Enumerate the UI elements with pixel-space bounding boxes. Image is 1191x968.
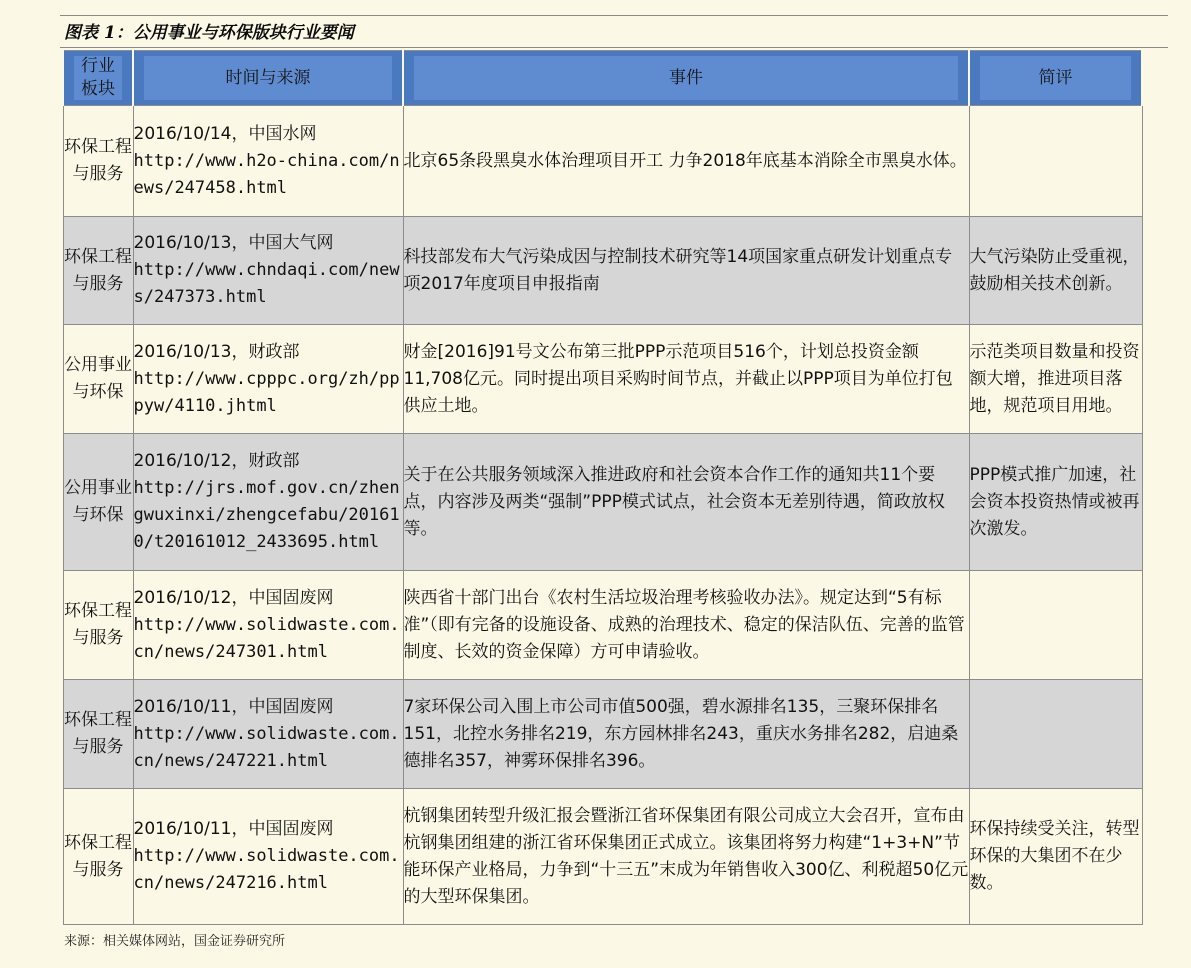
source-cell xyxy=(133,106,403,217)
header-sector-label: 行业板块 xyxy=(81,56,115,99)
sector-cell: 环保工程与服务 xyxy=(63,217,133,325)
date-source: 2016/10/13，中国大气网 xyxy=(133,233,334,253)
source-url[interactable]: http://www.h2o-china.com/news/247458.html xyxy=(133,150,400,198)
comment-cell: 环保持续受关注，转型环保的大集团不在少数。 xyxy=(969,789,1142,925)
sector-cell: 环保工程与服务 xyxy=(63,680,133,789)
table-row xyxy=(63,680,1142,789)
source-url[interactable]: http://www.solidwaste.com.cn/news/247221.html xyxy=(133,723,400,771)
sector-cell: 公用事业与环保 xyxy=(63,434,133,571)
comment-cell: 大气污染防止受重视，鼓励相关技术创新。 xyxy=(969,217,1142,325)
comment-cell xyxy=(969,106,1142,217)
source-url[interactable]: http://www.solidwaste.com.cn/news/247301.html xyxy=(133,614,400,662)
table-row xyxy=(63,571,1142,680)
date-source: 2016/10/14，中国水网 xyxy=(133,123,317,144)
header-comment xyxy=(969,51,1142,106)
comment-cell xyxy=(969,571,1142,680)
source-url[interactable]: http://www.solidwaste.com.cn/news/247216.html xyxy=(133,846,400,893)
source-cell xyxy=(133,571,403,680)
comment-cell xyxy=(969,680,1142,789)
table-row xyxy=(63,106,1142,217)
event-cell: 科技部发布大气污染成因与控制技术研究等14项国家重点研发计划重点专项2017年度项目申报指南 xyxy=(403,217,969,325)
comment-cell: 示范类项目数量和投资额大增，推进项目落地，规范项目用地。 xyxy=(969,325,1142,434)
table-row xyxy=(63,434,1142,571)
source-cell xyxy=(133,789,403,925)
header-comment-label: 简评 xyxy=(1038,67,1073,88)
sector-cell: 环保工程与服务 xyxy=(63,789,133,925)
source-url[interactable]: http://www.cpppc.org/zh/pppyw/4110.jhtml xyxy=(133,368,400,416)
sector-cell: 公用事业与环保 xyxy=(63,325,133,434)
date-source: 2016/10/11，中国固废网 xyxy=(133,819,334,839)
event-cell: 7家环保公司入围上市公司市值500强，碧水源排名135，三聚环保排名151，北控水务排名219，东方园林排名243，重庆水务排名282，启迪桑德排名357，神雾环保排名396。 xyxy=(403,680,969,789)
table-row xyxy=(63,789,1142,925)
date-source: 2016/10/12，中国固废网 xyxy=(133,587,334,608)
date-source: 2016/10/12，财政部 xyxy=(133,451,300,471)
header-event xyxy=(403,51,969,106)
source-cell xyxy=(133,325,403,434)
header-sector xyxy=(63,51,133,106)
source-url[interactable]: http://www.chndaqi.com/news/247373.html xyxy=(133,260,400,307)
event-cell: 陕西省十部门出台《农村生活垃圾治理考核验收办法》。规定达到“5有标准”（即有完备的设施设备、成熟的治理技术、稳定的保洁队伍、完善的监管制度、长效的资金保障）方可申请验收。 xyxy=(403,571,969,680)
header-row xyxy=(63,51,1142,106)
sector-cell: 环保工程与服务 xyxy=(63,106,133,217)
sector-cell: 环保工程与服务 xyxy=(63,571,133,680)
source-cell xyxy=(133,434,403,571)
date-source: 2016/10/11，中国固废网 xyxy=(133,696,334,717)
source-url[interactable]: http://jrs.mof.gov.cn/zhengwuxinxi/zhengcefabu/201610/t20161012_2433695.html xyxy=(133,478,400,552)
source-cell xyxy=(133,217,403,325)
event-cell: 北京65条段黑臭水体治理项目开工 力争2018年底基本消除全市黑臭水体。 xyxy=(403,106,969,217)
event-cell: 财金[2016]91号文公布第三批PPP示范项目516个，计划总投资金额11,708亿元。同时提出项目采购时间节点，并截止以PPP项目为单位打包供应土地。 xyxy=(403,325,969,434)
header-time-source xyxy=(133,51,403,106)
figure-title: 图表 1：公用事业与环保版块行业要闻 xyxy=(64,23,354,43)
title-rule xyxy=(60,47,1168,48)
comment-cell: PPP模式推广加速，社会资本投资热情或被再次激发。 xyxy=(969,434,1142,571)
date-source: 2016/10/13，财政部 xyxy=(133,341,300,362)
source-cell xyxy=(133,680,403,789)
table-row xyxy=(63,325,1142,434)
header-event-label: 事件 xyxy=(669,67,703,88)
table-row xyxy=(63,217,1142,325)
event-cell: 杭钢集团转型升级汇报会暨浙江省环保集团有限公司成立大会召开，宣布由杭钢集团组建的浙江省环保集团正式成立。该集团将努力构建“1+3+N”节能环保产业格局，力争到“十三五”末成为年销售收入300亿、利税超50亿元的大型环保集团。 xyxy=(403,789,969,925)
top-rule xyxy=(60,15,1168,16)
source-note: 来源：相关媒体网站，国金证券研究所 xyxy=(64,934,286,949)
news-table xyxy=(62,50,1143,925)
header-time-source-label: 时间与来源 xyxy=(225,67,311,88)
event-cell: 关于在公共服务领域深入推进政府和社会资本合作工作的通知共11个要点，内容涉及两类“强制”PPP模式试点，社会资本无差别待遇，简政放权等。 xyxy=(403,434,969,571)
